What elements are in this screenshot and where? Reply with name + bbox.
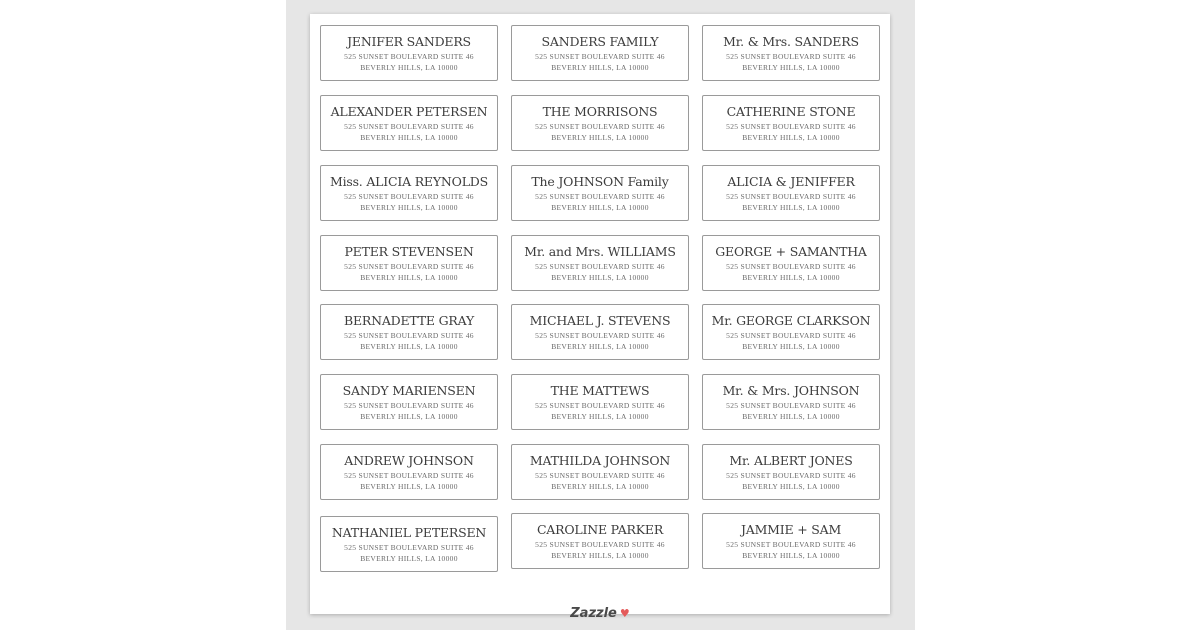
brand-name: Zazzle: [570, 606, 617, 621]
label-address-line1: 525 SUNSET BOULEVARD SUITE 46: [344, 192, 474, 201]
address-label: [320, 444, 498, 500]
label-name: Mr. GEORGE CLARKSON: [711, 313, 871, 328]
address-label: [511, 25, 689, 81]
label-address-line1: 525 SUNSET BOULEVARD SUITE 46: [344, 331, 474, 340]
sticker-sheet: [310, 14, 890, 621]
label-address-line2: BEVERLY HILLS, LA 10000: [551, 272, 649, 282]
label-address-line2: BEVERLY HILLS, LA 10000: [360, 202, 458, 212]
label-address-line1: 525 SUNSET BOULEVARD SUITE 46: [535, 331, 665, 340]
label-address-line1: 525 SUNSET BOULEVARD SUITE 46: [535, 122, 665, 131]
label-address-line1: 525 SUNSET BOULEVARD SUITE 46: [726, 122, 856, 131]
address-label: [702, 304, 880, 360]
heart-icon: ♥: [619, 607, 630, 620]
label-address-line2: BEVERLY HILLS, LA 10000: [551, 481, 649, 491]
label-address-line1: 525 SUNSET BOULEVARD SUITE 46: [535, 52, 665, 61]
address-label: [511, 165, 689, 221]
address-label: [511, 513, 689, 569]
label-name: CAROLINE PARKER: [536, 522, 664, 537]
address-label: [320, 304, 498, 360]
label-name: JENIFER SANDERS: [347, 34, 471, 49]
label-address-line1: 525 SUNSET BOULEVARD SUITE 46: [344, 471, 474, 480]
label-address-line1: 525 SUNSET BOULEVARD SUITE 46: [344, 122, 474, 131]
label-address-line2: BEVERLY HILLS, LA 10000: [551, 202, 649, 212]
label-address-line1: 525 SUNSET BOULEVARD SUITE 46: [344, 262, 474, 271]
label-address-line1: 525 SUNSET BOULEVARD SUITE 46: [535, 192, 665, 201]
label-address-line2: BEVERLY HILLS, LA 10000: [742, 132, 840, 142]
address-label: [511, 444, 689, 500]
label-address-line1: 525 SUNSET BOULEVARD SUITE 46: [726, 262, 856, 271]
label-name: The JOHNSON Family: [531, 174, 669, 189]
label-address-line2: BEVERLY HILLS, LA 10000: [742, 411, 840, 421]
label-address-line1: 525 SUNSET BOULEVARD SUITE 46: [726, 331, 856, 340]
label-name: Mr. & Mrs. SANDERS: [723, 34, 859, 49]
label-address-line2: BEVERLY HILLS, LA 10000: [742, 481, 840, 491]
label-name: ANDREW JOHNSON: [344, 453, 474, 468]
label-address-line2: BEVERLY HILLS, LA 10000: [360, 341, 458, 351]
label-name: PETER STEVENSEN: [344, 244, 474, 259]
label-name: Miss. ALICIA REYNOLDS: [329, 174, 488, 189]
label-name: THE MORRISONS: [542, 104, 658, 119]
address-label: [320, 25, 498, 81]
label-address-line1: 525 SUNSET BOULEVARD SUITE 46: [535, 540, 665, 549]
label-address-line2: BEVERLY HILLS, LA 10000: [742, 62, 840, 72]
address-label: [511, 304, 689, 360]
label-address-line1: 525 SUNSET BOULEVARD SUITE 46: [535, 262, 665, 271]
address-label: [702, 25, 880, 81]
label-address-line2: BEVERLY HILLS, LA 10000: [742, 202, 840, 212]
label-address-line2: BEVERLY HILLS, LA 10000: [742, 272, 840, 282]
address-label: [702, 374, 880, 430]
label-address-line1: 525 SUNSET BOULEVARD SUITE 46: [726, 52, 856, 61]
label-name: MATHILDA JOHNSON: [529, 453, 671, 468]
label-name: ALICIA & JENIFFER: [727, 174, 855, 189]
label-address-line1: 525 SUNSET BOULEVARD SUITE 46: [726, 471, 856, 480]
label-address-line2: BEVERLY HILLS, LA 10000: [551, 411, 649, 421]
address-label: [702, 165, 880, 221]
label-name: THE MATTEWS: [550, 383, 650, 398]
label-address-line1: 525 SUNSET BOULEVARD SUITE 46: [726, 401, 856, 410]
address-label: [320, 165, 498, 221]
address-label: [320, 516, 498, 572]
label-address-line1: 525 SUNSET BOULEVARD SUITE 46: [344, 52, 474, 61]
label-address-line2: BEVERLY HILLS, LA 10000: [551, 62, 649, 72]
label-address-line2: BEVERLY HILLS, LA 10000: [360, 132, 458, 142]
label-address-line1: 525 SUNSET BOULEVARD SUITE 46: [535, 471, 665, 480]
brand-logo: [310, 606, 890, 621]
label-name: NATHANIEL PETERSEN: [331, 525, 487, 540]
address-label: [702, 95, 880, 151]
label-address-line2: BEVERLY HILLS, LA 10000: [360, 411, 458, 421]
label-name: ALEXANDER PETERSEN: [330, 104, 488, 119]
label-address-line2: BEVERLY HILLS, LA 10000: [360, 481, 458, 491]
label-name: CATHERINE STONE: [726, 104, 856, 119]
label-name: JAMMIE + SAM: [740, 522, 842, 537]
label-address-line2: BEVERLY HILLS, LA 10000: [551, 132, 649, 142]
label-address-line1: 525 SUNSET BOULEVARD SUITE 46: [535, 401, 665, 410]
address-label: [702, 235, 880, 291]
label-address-line1: 525 SUNSET BOULEVARD SUITE 46: [726, 540, 856, 549]
label-name: GEORGE + SAMANTHA: [715, 244, 867, 259]
label-name: MICHAEL J. STEVENS: [529, 313, 671, 328]
label-name: Mr. & Mrs. JOHNSON: [722, 383, 860, 398]
label-name: Mr. ALBERT JONES: [729, 453, 853, 468]
label-name: Mr. and Mrs. WILLIAMS: [524, 244, 676, 259]
address-label: [320, 95, 498, 151]
label-address-line1: 525 SUNSET BOULEVARD SUITE 46: [726, 192, 856, 201]
label-address-line2: BEVERLY HILLS, LA 10000: [551, 341, 649, 351]
label-address-line2: BEVERLY HILLS, LA 10000: [742, 341, 840, 351]
label-address-line2: BEVERLY HILLS, LA 10000: [360, 62, 458, 72]
label-address-line2: BEVERLY HILLS, LA 10000: [360, 272, 458, 282]
label-name: BERNADETTE GRAY: [343, 313, 474, 328]
address-label: [511, 374, 689, 430]
address-label: [702, 513, 880, 569]
label-address-line1: 525 SUNSET BOULEVARD SUITE 46: [344, 401, 474, 410]
label-address-line2: BEVERLY HILLS, LA 10000: [742, 550, 840, 560]
address-label: [511, 235, 689, 291]
address-label: [320, 235, 498, 291]
label-name: SANDY MARIENSEN: [342, 383, 476, 398]
label-name: SANDERS FAMILY: [541, 34, 659, 49]
label-address-line2: BEVERLY HILLS, LA 10000: [360, 553, 458, 563]
address-label: [320, 374, 498, 430]
label-address-line2: BEVERLY HILLS, LA 10000: [551, 550, 649, 560]
label-address-line1: 525 SUNSET BOULEVARD SUITE 46: [344, 543, 474, 552]
address-label: [511, 95, 689, 151]
address-label: [702, 444, 880, 500]
